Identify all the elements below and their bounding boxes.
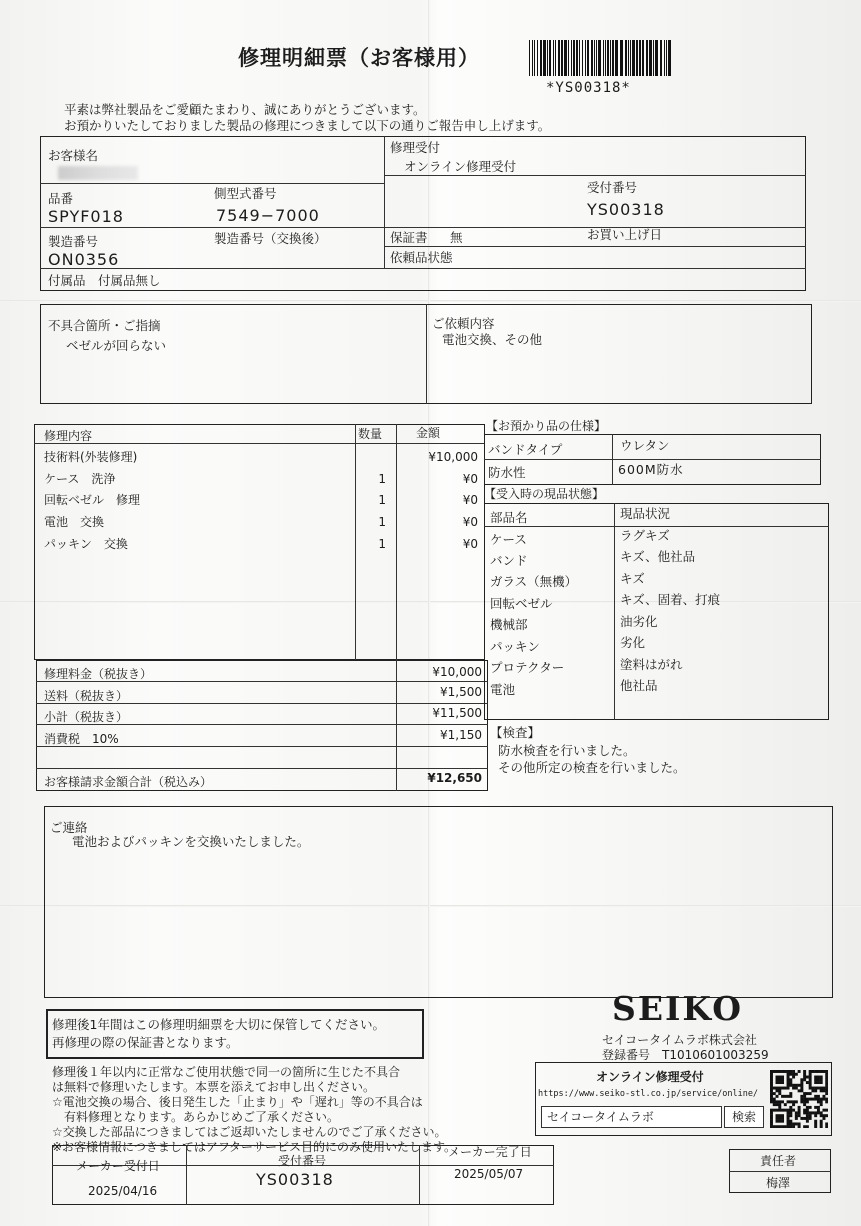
condition-part: ケース [490, 532, 527, 547]
request-value: 電池交換、その他 [442, 332, 543, 347]
notice-line: 修理後１年以内に正常なご使用状態で同一の箇所に生じた不具合 [52, 1065, 401, 1079]
maker-received-label: メーカー受付日 [76, 1159, 160, 1173]
responsible-label: 責任者 [760, 1154, 797, 1168]
barcode [527, 40, 677, 76]
serial-after-label: 製造番号（交換後） [214, 231, 327, 246]
condition-part: 機械部 [490, 617, 528, 632]
document-title: 修理明細票（お客様用） [238, 46, 480, 70]
condition-part: バンド [490, 553, 528, 568]
case-number-value: 7549−7000 [216, 206, 320, 225]
seiko-logo: SEIKO [612, 989, 743, 1028]
maker-received-value: 2025/04/16 [88, 1184, 158, 1198]
spec-value: 600M防水 [618, 462, 684, 477]
repair-item-name: 電池 交換 [44, 515, 105, 529]
search-field[interactable]: セイコータイムラボ [541, 1106, 722, 1128]
footer-receipt-label: 受付番号 [278, 1154, 327, 1168]
greeting-line-1: 平素は弊社製品をご愛顧たまわり、誠にありがとうございます。 [64, 102, 426, 117]
footer-receipt-value: YS00318 [256, 1170, 334, 1189]
condition-part: プロテクター [490, 660, 565, 675]
warranty-label: 保証書 [390, 230, 428, 245]
total-amount: ¥1,150 [440, 728, 482, 742]
condition-status: 油劣化 [620, 614, 658, 629]
repair-item-name: 回転ベゼル 修理 [44, 493, 141, 507]
repair-item-name: ケース 洗浄 [44, 472, 116, 486]
online-repair-title: オンライン修理受付 [596, 1070, 704, 1084]
accessories-label: 付属品 [48, 273, 86, 288]
repair-item-qty: 1 [378, 472, 386, 486]
repair-item-amount: ¥0 [462, 493, 478, 507]
spec-label: 防水性 [488, 465, 526, 480]
condition-status: キズ、他社品 [620, 549, 696, 564]
retention-notice-line: 修理後1年間はこの修理明細票を大切に保管してください。 [52, 1017, 385, 1032]
barcode-text: *YS00318* [546, 80, 631, 96]
online-repair-url[interactable]: https://www.seiko-stl.co.jp/service/online/ [538, 1089, 759, 1099]
repair-item-name: パッキン 交換 [44, 537, 128, 551]
qr-code-icon[interactable] [770, 1070, 828, 1128]
case-number-label: 側型式番号 [214, 186, 277, 201]
repair-item-qty: 1 [378, 493, 386, 507]
part-number-label: 品番 [48, 191, 74, 206]
maker-completed-value: 2025/05/07 [454, 1167, 524, 1181]
notice-line: ☆交換した部品につきましてはご返却いたしませんのでご了承ください。 [52, 1125, 447, 1139]
repair-reception-value: オンライン修理受付 [404, 159, 517, 174]
contact-message: 電池およびパッキンを交換いたしました。 [72, 834, 310, 849]
customer-name-label: お客様名 [48, 148, 99, 163]
condition-title: 【受入時の現品状態】 [484, 487, 605, 501]
repair-content-header: 修理内容 [44, 429, 93, 443]
fold-line [0, 300, 861, 302]
spec-title: 【お預かり品の仕様】 [486, 419, 607, 433]
repair-reception-label: 修理受付 [390, 140, 441, 155]
repair-item-qty: 1 [378, 537, 386, 551]
notice-line: ☆電池交換の場合、後日発生した「止まり」や「遅れ」等の不具合は [52, 1095, 423, 1109]
repair-item-amount: ¥10,000 [428, 450, 478, 464]
condition-part: 回転ベゼル [490, 596, 553, 611]
condition-status: 塗料はがれ [620, 657, 683, 672]
total-amount: ¥1,500 [440, 685, 482, 699]
receipt-number-value: YS00318 [587, 200, 665, 219]
serial-label: 製造番号 [48, 234, 99, 249]
search-button[interactable]: 検索 [724, 1106, 764, 1128]
spec-value: ウレタン [620, 438, 670, 453]
receipt-number-label: 受付番号 [587, 180, 638, 195]
condition-status-header: 現品状況 [620, 506, 671, 521]
repair-item-amount: ¥0 [462, 472, 478, 486]
part-number-value: SPYF018 [48, 207, 124, 226]
total-label: 送料（税抜き） [44, 689, 129, 703]
warranty-value: 無 [450, 230, 463, 245]
maker-completed-label: メーカー完了日 [448, 1145, 532, 1159]
total-amount: ¥10,000 [432, 665, 482, 679]
repair-item-name: 技術料(外装修理) [44, 450, 138, 464]
repair-amount-header: 金額 [416, 426, 441, 440]
condition-part-header: 部品名 [490, 510, 528, 525]
grand-total-label: お客様請求金額合計（税込み） [44, 775, 213, 789]
serial-value: ON0356 [48, 250, 120, 269]
defect-value: ベゼルが回らない [66, 338, 167, 353]
total-label: 小計（税抜き） [44, 710, 129, 724]
inspection-title: 【検査】 [490, 725, 541, 740]
repair-qty-header: 数量 [358, 427, 383, 441]
inspection-line-2: その他所定の検査を行いました。 [498, 760, 686, 775]
grand-total-amount: ¥12,650 [427, 771, 482, 785]
retention-notice-line: 再修理の際の保証書となります。 [52, 1035, 239, 1050]
total-label: 消費税 10% [44, 732, 119, 746]
condition-status: 他社品 [620, 678, 658, 693]
accessories-value: 付属品無し [98, 273, 161, 288]
company-registration: 登録番号 T1010601003259 [602, 1048, 769, 1062]
notice-line: 有料修理となります。あらかじめご了承ください。 [52, 1110, 340, 1124]
condition-part: ガラス（無機） [490, 574, 578, 589]
total-amount: ¥11,500 [432, 706, 482, 720]
condition-status: キズ、固着、打痕 [620, 592, 721, 607]
customer-name-redacted [58, 166, 138, 180]
condition-status: ラグキズ [620, 528, 670, 543]
greeting-line-2: お預かりいたしておりました製品の修理につきまして以下の通りご報告申し上げます。 [64, 118, 551, 133]
repair-item-amount: ¥0 [462, 537, 478, 551]
total-label: 修理料金（税抜き） [44, 667, 153, 681]
condition-part: 電池 [490, 682, 516, 697]
responsible-value: 梅澤 [766, 1176, 791, 1190]
company-name: セイコータイムラボ株式会社 [602, 1033, 757, 1047]
condition-status: 劣化 [620, 635, 646, 650]
defect-label: 不具合箇所・ご指摘 [48, 318, 161, 333]
notice-line: ※お客様情報につきましてはアフターサービス目的にのみ使用いたします。 [52, 1140, 457, 1154]
condition-part: パッキン [490, 639, 540, 654]
item-condition-label: 依頼品状態 [390, 250, 453, 265]
inspection-line-1: 防水検査を行いました。 [498, 743, 636, 758]
spec-label: バンドタイプ [488, 442, 563, 457]
notice-line: は無料で修理いたします。本票を添えてお申し出ください。 [52, 1080, 376, 1094]
repair-item-qty: 1 [378, 515, 386, 529]
repair-item-amount: ¥0 [462, 515, 478, 529]
condition-status: キズ [620, 571, 645, 586]
request-label: ご依頼内容 [432, 316, 495, 331]
purchase-date-label: お買い上げ日 [587, 227, 663, 242]
contact-label: ご連絡 [50, 820, 88, 835]
